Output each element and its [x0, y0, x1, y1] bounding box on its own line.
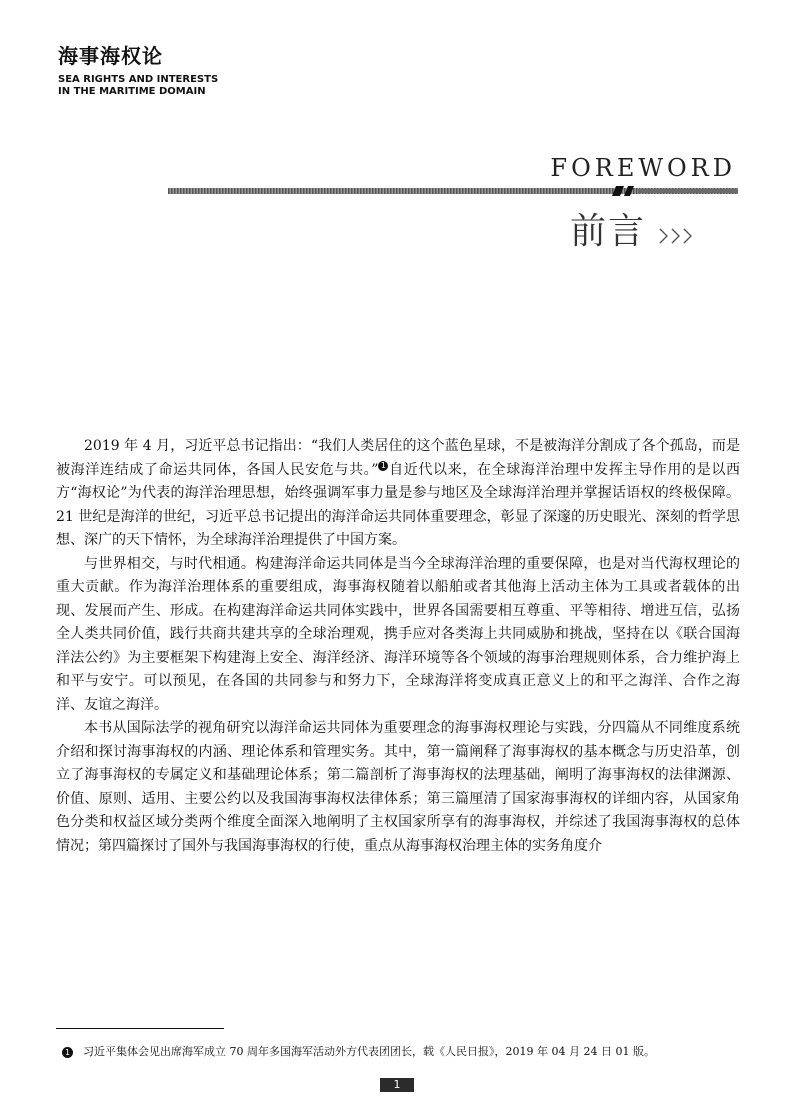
footnote-reference-mark[interactable]: 1 — [378, 461, 388, 471]
paragraph-1-quote: 2019 年 4 月，习近平总书记指出：“我们人类居住的这个蓝色星球，不是被海洋分割成了各个孤岛，而是被海洋连结成了命运共同体，各国人民安危与共。” — [56, 438, 740, 478]
foreword-body — [56, 435, 740, 858]
footnote-text: 习近平集体会见出席海军成立 70 周年多国海军活动外方代表团团长，载《人民日报》，2019 年 04 月 24 日 01 版。 — [83, 1045, 655, 1058]
section-title-chinese-wrap — [570, 210, 696, 254]
body-paragraph-2: 与世界相交，与时代相通。构建海洋命运共同体是当今全球海洋治理的重要保障，也是对当代海权理论的重大贡献。作为海洋治理体系的重要组成，海事海权随着以船舶或者其他海上活动主体为工具或者载体的出现、发展而产生、形成。在构建海洋命运共同体实践中，世界各国需要相互尊重、平等相待、增进互信，弘扬全人类共同价值，践行共商共建共享的全球治理观，携手应对各类海上共同威胁和挑战，坚持在以《联合国海洋法公约》为主要框架下构建海上安全、海洋经济、海洋环境等各个领域的海事治理规则体系，合力维护海上和平与安宁。可以预见，在各国的共同参与和努力下，全球海洋将变成真正意义上的和平之海洋、合作之海洋、友谊之海洋。 — [56, 555, 740, 713]
book-title: 海事海权论 — [58, 44, 163, 68]
section-title-english: FOREWORD — [550, 154, 736, 182]
body-paragraph-1 — [56, 435, 740, 553]
running-header — [58, 44, 418, 98]
page-number: 1 — [380, 1078, 414, 1092]
triple-chevron-right-icon — [656, 218, 696, 254]
section-divider-rule — [168, 186, 738, 196]
section-title-chinese: 前言 — [570, 211, 647, 252]
body-paragraph-3: 本书从国际法学的视角研究以海洋命运共同体为重要理念的海事海权理论与实践，分四篇从不同维度系统介绍和探讨海事海权的内涵、理论体系和管理实务。其中，第一篇阐释了海事海权的基本概念与历史沿革，创立了海事海权的专属定义和基础理论体系；第二篇剖析了海事海权的法理基础，阐明了海事海权的法律渊源、价值、原则、适用、主要公约以及我国海事海权法律体系；第三篇厘清了国家海事海权的详细内容，从国家角色分类和权益区域分类两个维度全面深入地阐明了主权国家所享有的海事海权，并综述了我国海事海权的总体情况；第四篇探讨了国外与我国海事海权的行使，重点从海事海权治理主体的实务角度介 — [56, 720, 740, 854]
book-subtitle: SEA RIGHTS AND INTERESTS IN THE MARITIME DOMAIN — [58, 74, 219, 97]
footnote — [62, 1044, 752, 1060]
footnote-divider — [56, 1028, 224, 1029]
footnote-mark: 1 — [62, 1047, 73, 1058]
paragraph-1-rest: 自近代以来，在全球海洋治理中发挥主导作用的是以西方“海权论”为代表的海洋治理思想，始终强调军事力量是参与地区及全球海洋治理并掌握话语权的终极保障。21 世纪是海洋的世纪，习近平总书记提出的海洋命运共同体重要理念，彰显了深邃的历史眼光、深刻的哲学思想、深广的天下情怀，为全球海洋治理提供了中国方案。 — [56, 461, 741, 548]
